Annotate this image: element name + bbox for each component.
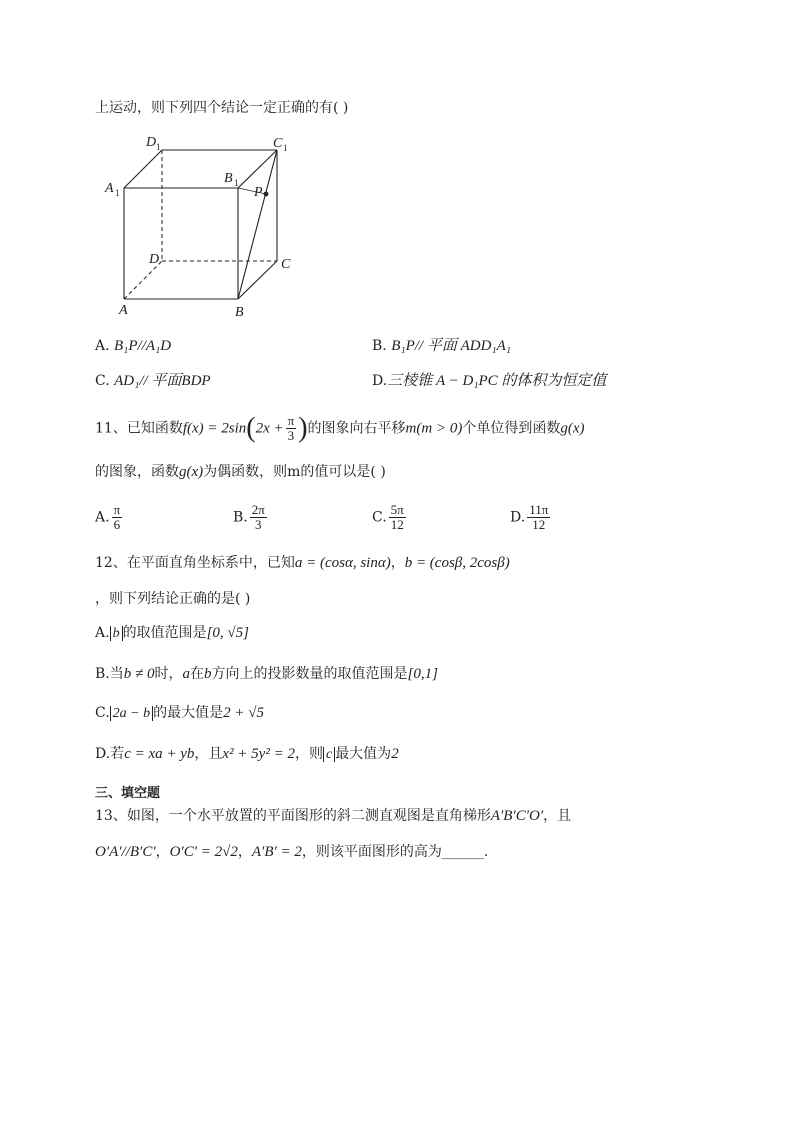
q10-option-c: C. AD₁// 平面BDP — [95, 373, 211, 389]
q11-line2: 的图象，函数g(x)为偶函数，则m的值可以是( ) — [95, 464, 386, 480]
svg-text:1: 1 — [283, 143, 288, 153]
label-P: P — [254, 185, 263, 200]
q12-option-b: B.当b ≠ 0时，a在b方向上的投影数量的取值范围是[0,1] — [95, 666, 438, 682]
svg-text:1: 1 — [115, 188, 120, 198]
q11-option-a: A. $\frac{\pi}{6}$ — [95, 502, 121, 532]
label-A1: A — [105, 181, 114, 196]
label-A: A — [119, 303, 128, 318]
section-heading: 三、填空题 — [95, 786, 161, 801]
q13-line2: O′A′//B′C′，O′C′ = 2√2，A′B′ = 2，则该平面图形的高为______. — [95, 844, 489, 860]
label-C1: C — [273, 136, 283, 151]
label-C: C — [281, 257, 291, 272]
svg-text:1: 1 — [156, 142, 161, 152]
label-D: D — [149, 252, 160, 267]
svg-text:1: 1 — [234, 178, 239, 188]
label-B1: B — [224, 171, 233, 186]
q11-option-d: D. $\frac{11\pi}{12}$ — [510, 502, 549, 532]
q13-line1: 13、如图，一个水平放置的平面图形的斜二测直观图是直角梯形A′B′C′O′，且 — [95, 808, 572, 824]
label-D1: D — [146, 135, 157, 150]
q10-option-a: A. B₁P//A₁D — [95, 338, 172, 354]
cube-figure — [100, 128, 305, 323]
label-B: B — [235, 305, 244, 320]
q10-option-b: B. B₁P// 平面 ADD₁A₁ — [372, 338, 511, 354]
q11-option-b: B. $\frac{2\pi}{3}$ — [233, 502, 265, 532]
q10-option-d: D.三棱锥 A − D₁PC 的体积为恒定值 — [372, 373, 607, 389]
q12-option-d: D.若c = xa + yb，且x² + 5y² = 2，则 c 最大值为2 — [95, 746, 399, 762]
q12-option-a: A. b 的取值范围是[0, √5] — [95, 625, 249, 641]
q12-line2: ，则下列结论正确的是( ) — [95, 591, 251, 607]
intro-line: 上运动，则下列四个结论一定正确的有( ) — [95, 100, 349, 116]
q11-line1: 11、已知函数f(x) = 2sin(2x + $\frac{\pi}{3}$ )的图象向右平移m(m > 0)个单位得到函数g(x) — [95, 412, 585, 444]
q12-option-c: C. 2a − b 的最大值是2 + √5 — [95, 705, 264, 721]
q12-line1: 12、在平面直角坐标系中，已知a = (cosα, sinα)，b = (cosβ, 2cosβ) — [95, 555, 510, 571]
q11-option-c: C. $\frac{5\pi}{12}$ — [372, 502, 404, 532]
